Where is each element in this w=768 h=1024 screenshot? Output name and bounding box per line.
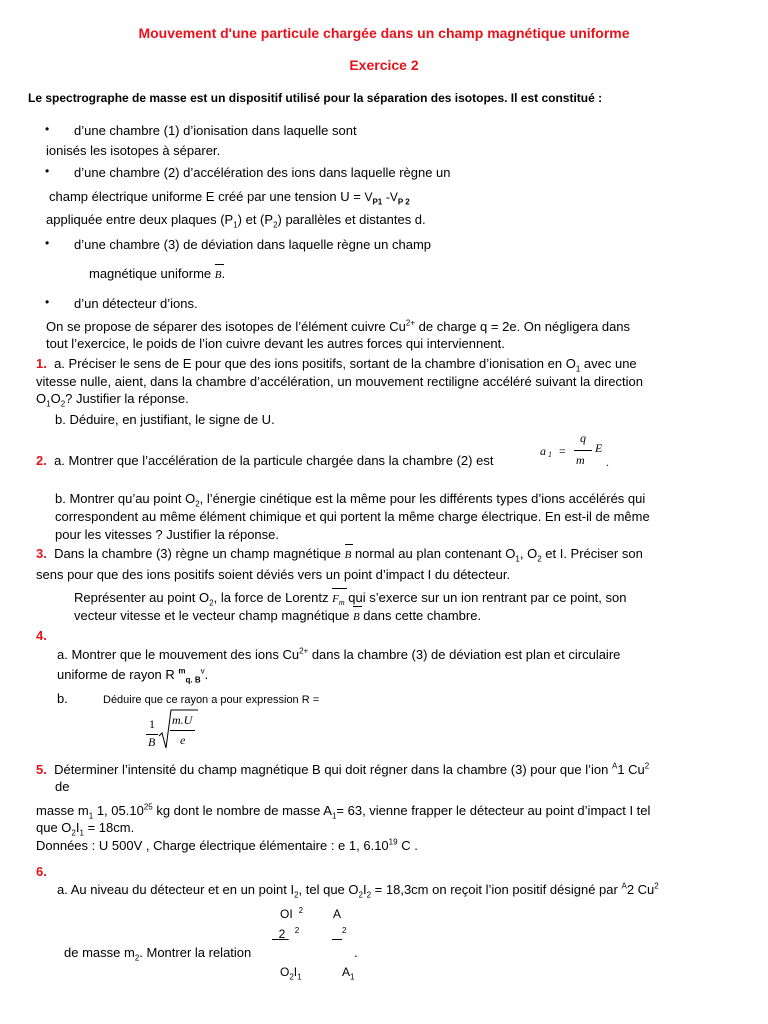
q6-a-line-1: a. Au niveau du détecteur et en un point $I_2$, tel que $O_2I_2 = 18,3cm$ on reçoit l’ion positif désigné par $^A$2 Cu$^2$ <box>57 881 659 900</box>
bullet-dot: • <box>45 122 50 136</box>
bullet-dot: • <box>45 164 50 178</box>
vector-B: B <box>214 269 222 281</box>
bullet-1-line-2: ionisés les isotopes à séparer. <box>46 143 221 158</box>
q6-number: 6. <box>36 864 47 879</box>
q2-b-line-2: correspondent au même élément chimique et qui portent la même charge électrique. En est-il de même <box>55 509 650 524</box>
q5-line-1: 5. Déterminer l’intensité du champ magnétique B qui doit régner dans la chambre (3) pour que l’ion $^A$1 Cu$^2$ <box>36 761 650 777</box>
q2-b-line-1: b. Montrer qu’au point $O_2$, l’énergie cinétique est la même pour les différents types d’ions accélérés qui <box>55 491 646 509</box>
bullet-dot: • <box>45 236 50 250</box>
vector-Fm: $F_m$ <box>332 593 345 608</box>
vector-B: B <box>344 549 352 561</box>
q3-line-1: 3. Dans la chambre (3) règne un champ magnétique B normal au plan contenant $O_1$, $O_2$ et I. Préciser son <box>36 546 643 564</box>
q3-line-4: vecteur vitesse et le vecteur champ magnétique B dans cette chambre. <box>74 608 482 623</box>
intro-text: Le spectrographe de masse est un dispositif utilisé pour la séparation des isotopes. Il est constitué : <box>28 91 603 105</box>
q1-b: b. Déduire, en justifiant, le signe de U. <box>55 412 275 427</box>
exercise-heading: Exercice 2 <box>349 57 419 73</box>
q1-line-3: $O_1O_2$? Justifier la réponse. <box>36 391 189 409</box>
q5-donnees: Données : U 500V , Charge électrique élémentaire : e 1, 6.10$^{19}$ C . <box>36 837 418 853</box>
page-title: Mouvement d'une particule chargée dans un champ magnétique uniforme <box>138 25 630 41</box>
bullet-3-line-1: d’une chambre (3) de déviation dans laquelle règne un champ <box>74 237 432 252</box>
q6-relation-text: de masse $m_2$. Montrer la relation <box>64 945 252 963</box>
q2-b-line-3: pour les vitesses ? Justifier la réponse. <box>55 527 279 542</box>
q4-number: 4. <box>36 628 47 643</box>
q5-line-2: de <box>55 779 70 794</box>
bullet-2-line-2: champ électrique uniforme E créé par une tension $U = V_{P1}$ $-V_{P 2}$ <box>49 189 410 207</box>
bullet-2-line-1: d’une chambre (2) d’accélération des ions dans laquelle règne un <box>74 165 451 180</box>
q5-line-3: masse $m_1$ 1, 05.10$^{25}$ kg dont le nombre de masse $A_1= 63$, vienne frapper le détecteur au point d’impact I tel <box>36 802 651 821</box>
para-line-1: On se propose de séparer des isotopes de l’élément cuivre $Cu^{2+}$ de charge q = 2e. On négligera dans <box>46 318 631 334</box>
q4-a-line-1: a. Montrer que le mouvement des ions $Cu^{2+}$ dans la chambre (3) de déviation est plan et circulaire <box>57 646 621 662</box>
q1-line-1: 1. a. Préciser le sens de E pour que des ions positifs, sortant de la chambre d’ionisation en $O_1$ avec une <box>36 356 637 374</box>
q4-b-text: Déduire que ce rayon a pour expression R = <box>103 694 320 706</box>
vector-B: B <box>352 611 360 623</box>
q1-line-2: vitesse nulle, aient, dans la chambre d’accélération, un mouvement rectiligne accéléré suivant la direction <box>36 374 643 389</box>
q3-line-2: sens pour que des ions positifs soient déviés vers un point d’impact I du détecteur. <box>36 567 511 582</box>
bullet-2-line-3: appliquée entre deux plaques $(P_1)$ et $(P_2)$ parallèles et distantes d. <box>46 212 426 230</box>
q5-line-4: que $O_2I_1 = 18cm$. <box>36 820 135 838</box>
bullet-3-line-2: magnétique uniforme B. <box>89 266 226 281</box>
bullet-1-line-1: d’une chambre (1) d’ionisation dans laquelle sont <box>74 123 357 138</box>
q4-b-label: b. <box>57 691 68 706</box>
bullet-dot: • <box>45 295 50 309</box>
q4-a-line-2: uniforme de rayon R $^m_{q. B}^v$. <box>57 666 209 685</box>
q2-a: 2. a. Montrer que l’accélération de la particule chargée dans la chambre (2) est <box>36 453 494 468</box>
bullet-4-line-1: d’un détecteur d’ions. <box>74 296 198 311</box>
para-line-2: tout l’exercice, le poids de l’ion cuivre devant les autres forces qui interviennent. <box>46 336 505 351</box>
q3-line-3: Représenter au point $O_2$, la force de Lorentz $F_m$ qui s’exerce sur un ion rentrant par ce point, son <box>74 590 627 608</box>
